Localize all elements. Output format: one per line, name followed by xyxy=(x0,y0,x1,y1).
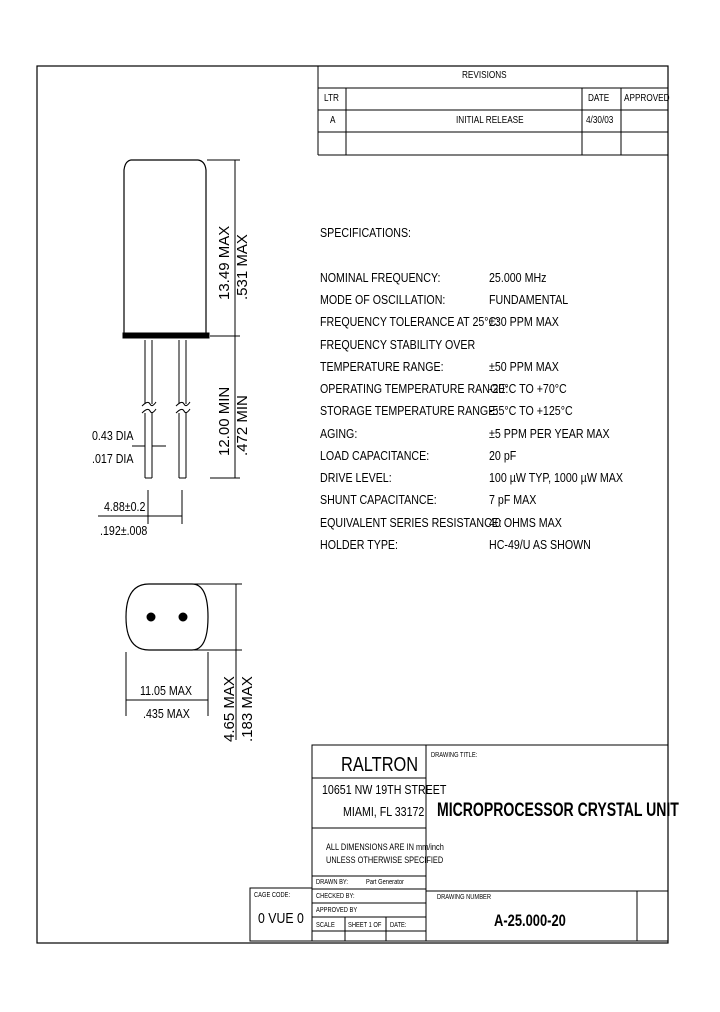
spec-value: -55°C TO +125°C xyxy=(489,403,573,418)
can-outline xyxy=(124,160,206,334)
spec-value: 20 pF xyxy=(489,448,517,463)
title-block-lines xyxy=(250,745,668,941)
scale-label: SCALE xyxy=(316,922,335,929)
revisions-header-date: DATE xyxy=(588,93,610,104)
specifications-heading: SPECIFICATIONS: xyxy=(320,225,412,240)
spec-value: 7 pF MAX xyxy=(489,492,537,507)
cage-code-value: 0 VUE 0 xyxy=(258,910,304,927)
company-name: RALTRON xyxy=(341,754,419,776)
spec-value: 100 µW TYP, 1000 µW MAX xyxy=(489,470,623,485)
revision-date: 4/30/03 xyxy=(586,115,614,126)
depth-mm-label: 4.65 MAX xyxy=(221,676,238,742)
spec-label: SHUNT CAPACITANCE: xyxy=(320,492,437,507)
spec-label: LOAD CAPACITANCE: xyxy=(320,448,430,463)
revision-description: INITIAL RELEASE xyxy=(456,115,524,126)
cage-code-label: CAGE CODE: xyxy=(254,892,291,899)
crystal-side-view xyxy=(123,160,209,478)
spec-label: STORAGE TEMPERATURE RANGE: xyxy=(320,403,499,418)
spec-value: HC-49/U AS SHOWN xyxy=(489,537,591,552)
checked-by-label: CHECKED BY: xyxy=(316,893,355,900)
company-address-line2: MIAMI, FL 33172 xyxy=(343,804,425,819)
spec-label: MODE OF OSCILLATION: xyxy=(320,292,446,307)
revisions-header-ltr: LTR xyxy=(324,93,339,104)
can-base xyxy=(123,333,209,338)
height-in-label: .531 MAX xyxy=(234,234,251,300)
spec-label: AGING: xyxy=(320,426,358,441)
spec-value: FUNDAMENTAL xyxy=(489,292,569,307)
dimension-note-line1: ALL DIMENSIONS ARE IN mm/inch xyxy=(326,842,444,852)
spec-label: EQUIVALENT SERIES RESISTANCE: xyxy=(320,515,502,530)
lead-mm-label: 12.00 MIN xyxy=(216,386,233,456)
lead-spacing-mm-label: 4.88±0.2 xyxy=(104,499,146,514)
spec-label: NOMINAL FREQUENCY: xyxy=(320,270,441,285)
spec-value: ±5 PPM PER YEAR MAX xyxy=(489,426,610,441)
width-mm-label: 11.05 MAX xyxy=(140,683,192,698)
depth-in-label: .183 MAX xyxy=(239,676,256,742)
company-address-line1: 10651 NW 19TH STREET xyxy=(322,782,447,797)
drawing-number-label: DRAWING NUMBER xyxy=(437,894,492,901)
sheet-label: SHEET 1 OF xyxy=(348,922,382,929)
spec-value: 40 OHMS MAX xyxy=(489,515,562,530)
lead-dia-mm-label: 0.43 DIA xyxy=(92,428,134,443)
drawing-title-label: DRAWING TITLE: xyxy=(431,752,478,759)
revisions-header-approved: APPROVED xyxy=(624,93,670,104)
spec-value: ±30 PPM MAX xyxy=(489,314,559,329)
drawn-by-value: Part Generator xyxy=(366,879,404,886)
lead-in-label: .472 MIN xyxy=(234,395,251,456)
drawing-number: A-25.000-20 xyxy=(494,911,566,930)
height-mm-label: 13.49 MAX xyxy=(216,225,233,300)
date-label: DATE: xyxy=(390,922,407,929)
spec-label: HOLDER TYPE: xyxy=(320,537,399,552)
spec-label: FREQUENCY STABILITY OVER xyxy=(320,337,476,352)
width-in-label: .435 MAX xyxy=(143,706,190,721)
spec-label: FREQUENCY TOLERANCE AT 25°C: xyxy=(320,314,500,329)
spec-label: TEMPERATURE RANGE: xyxy=(320,359,444,374)
lead-spacing-in-label: .192±.008 xyxy=(100,523,148,538)
spec-value: -20°C TO +70°C xyxy=(489,381,567,396)
spec-label: OPERATING TEMPERATURE RANGE: xyxy=(320,381,509,396)
revisions-title: REVISIONS xyxy=(462,70,507,81)
revision-ltr: A xyxy=(330,115,336,126)
drawn-by-label: DRAWN BY: xyxy=(316,879,349,886)
approved-by-label: APPROVED BY xyxy=(316,907,358,914)
drawing-title: MICROPROCESSOR CRYSTAL UNIT xyxy=(437,800,679,821)
spec-value: ±50 PPM MAX xyxy=(489,359,559,374)
spec-value: 25.000 MHz xyxy=(489,270,547,285)
lead-dia-in-label: .017 DIA xyxy=(92,451,134,466)
dimension-note-line2: UNLESS OTHERWISE SPECIFIED xyxy=(326,855,444,865)
spec-label: DRIVE LEVEL: xyxy=(320,470,392,485)
